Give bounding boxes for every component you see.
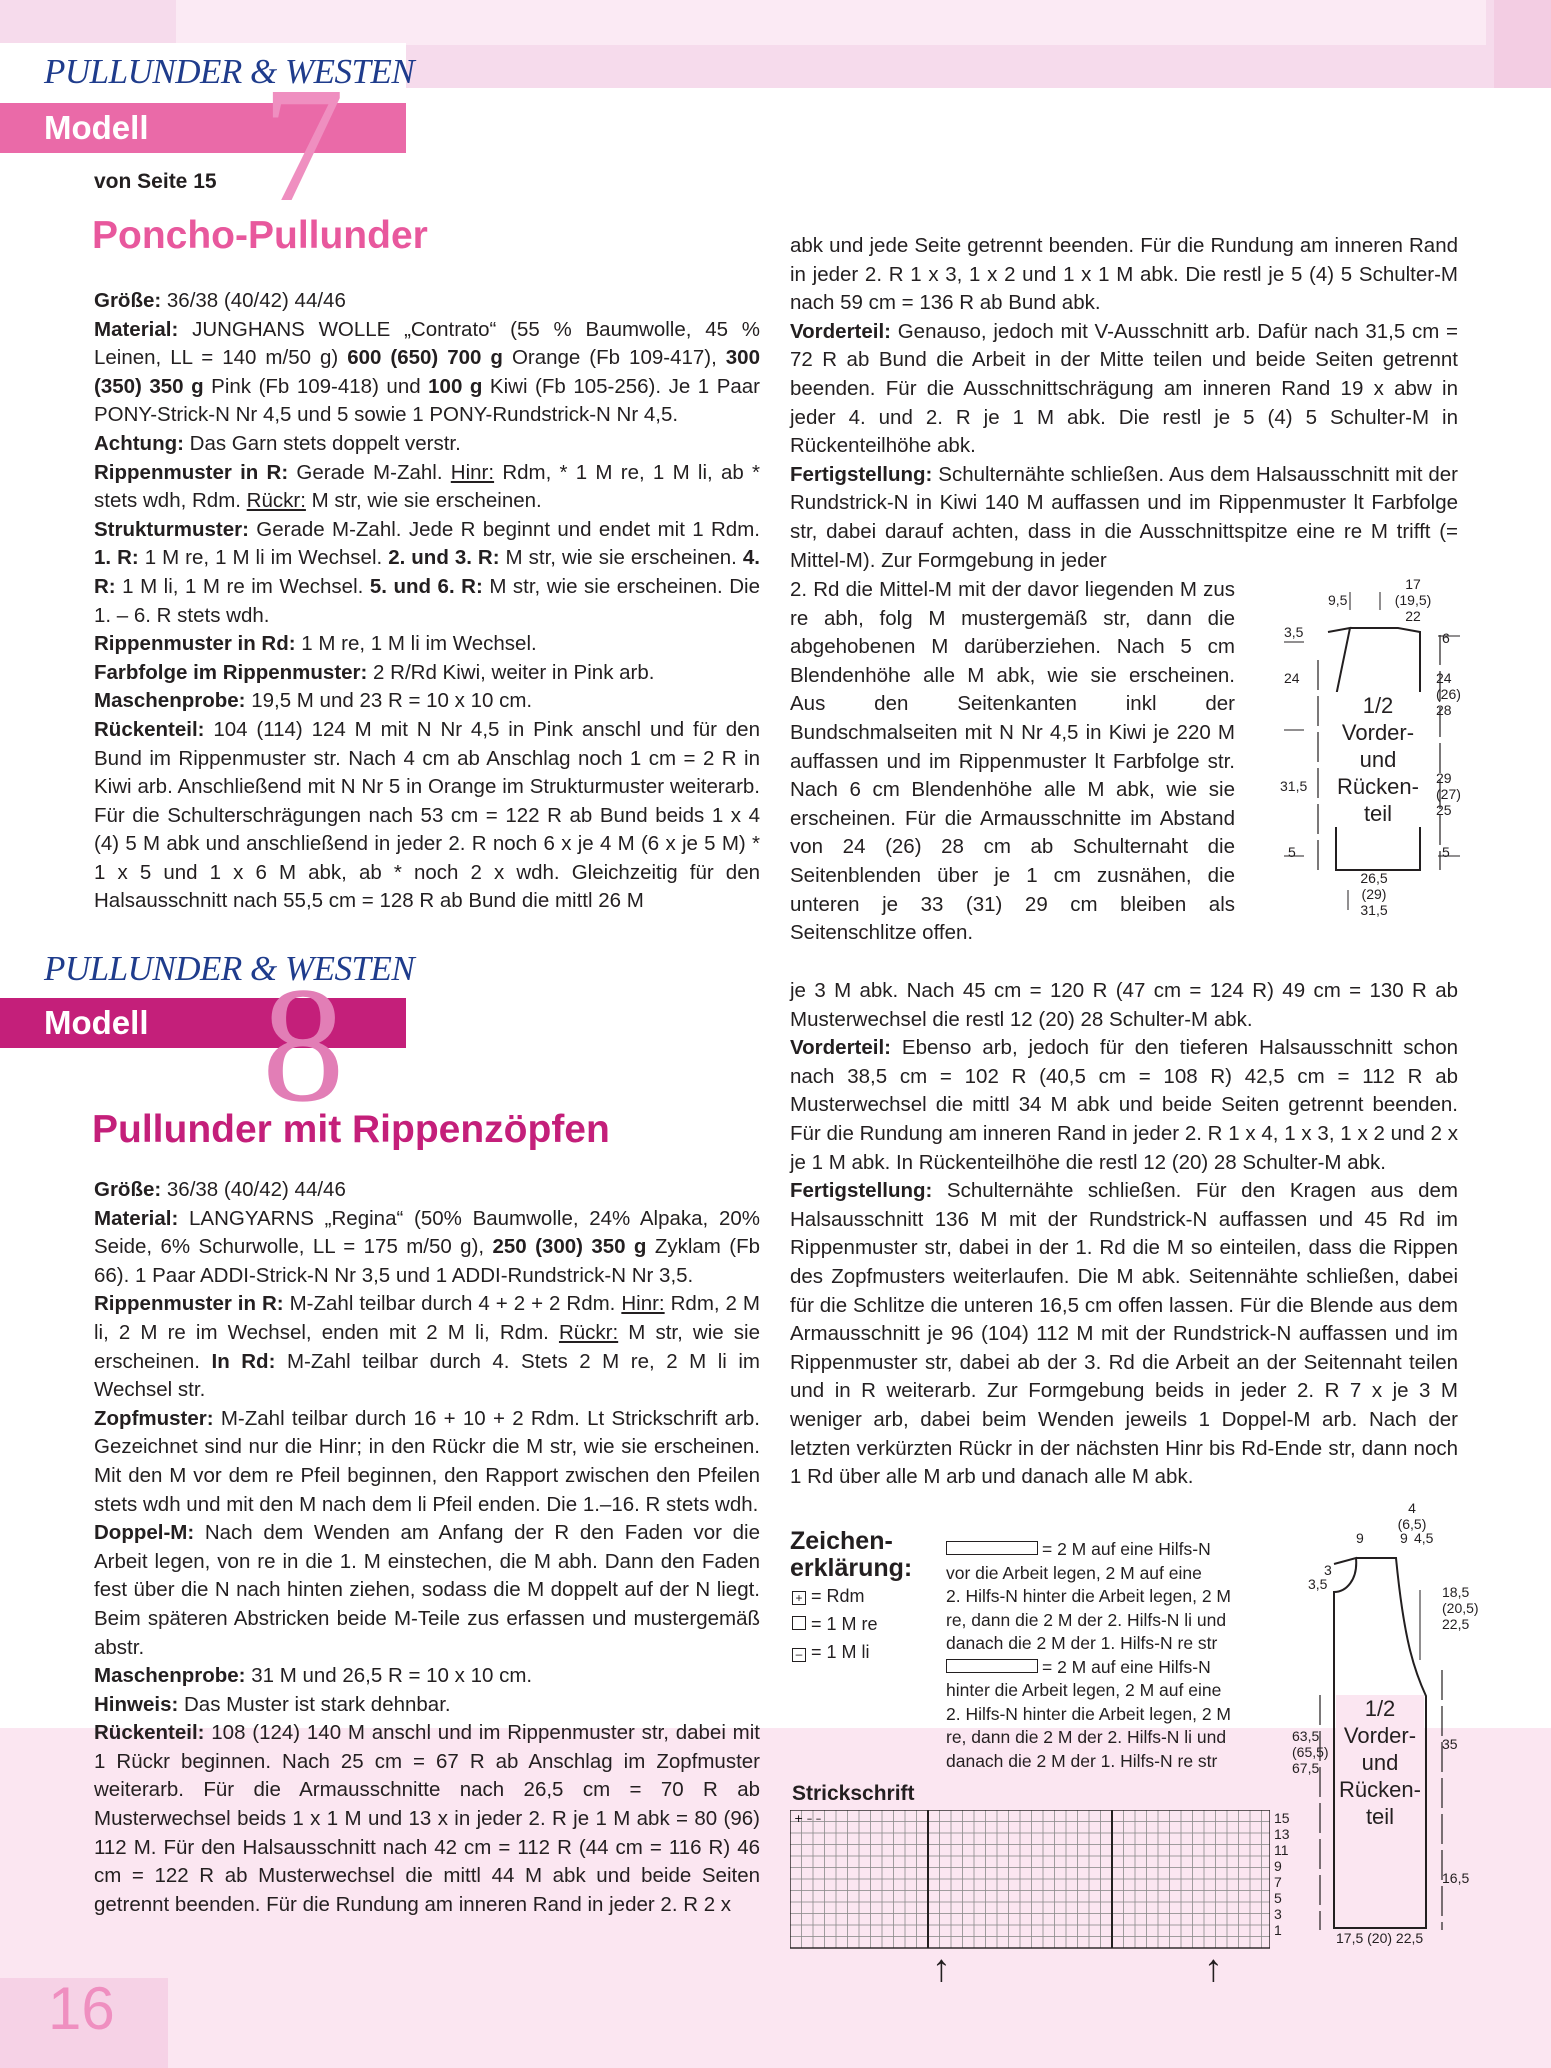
row-1: 1 xyxy=(1274,1922,1282,1938)
dim8-top-1: 4 xyxy=(1408,1500,1416,1516)
dim-left-4: 5 xyxy=(1288,844,1296,860)
dim8-left-3: 63,5 xyxy=(1292,1728,1320,1744)
dim-right-3 xyxy=(1436,770,1461,818)
label-line-4: Rücken- xyxy=(1337,774,1419,799)
section-title: PULLUNDER & WESTEN xyxy=(44,52,415,91)
legend-title xyxy=(790,1528,912,1582)
dim8-top-2: (6,5) xyxy=(1397,1516,1427,1532)
model-number-2: 8 xyxy=(262,953,345,1136)
dim-right-1: 6 xyxy=(1442,630,1450,646)
modell-bar-2 xyxy=(0,998,406,1048)
row-9: 9 xyxy=(1274,1858,1282,1874)
dim8-left-4: (65,5) xyxy=(1292,1744,1329,1760)
cable2-line-3: 2. Hilfs-N hinter die Arbeit legen, 2 M xyxy=(946,1703,1231,1724)
model7-right-column-top: abk und jede Seite getrennt beenden. Für die Rundung am inneren Rand in jeder 2. R 1 x 3, 1 x 2 und 1 x 1 M abk. Die restl je 5 (4) 5 Schulter-M nach 59 cm = 136 R ab Bund abk. Vorderteil: Genauso, jedoch mit V-Ausschnitt arb. Dafür nach 31,5 cm = 72 R ab Bund die Arbeit in der Mitte teilen und beide Seiten getrennt beenden. Für die Ausschnittschrägung am inneren Rand 19 x abw in jeder 4. und 2. R je 1 M abk. Die restl je 5 (4) 5 Schulter-M in Rückenteilhöhe abk. Fertigstellung: Schulternähte schließen. Aus dem Halsausschnitt mit der Rundstrick-N in Kiwi 140 M auffassen und im Rippenmuster lt Farbfolge str, dabei darauf achten, dass in die Ausschnittspitze eine re M trifft (= Mittel-M). Zur Formgebung in jeder xyxy=(790,234,1458,572)
dim8-left-group xyxy=(1292,1728,1329,1776)
legend-title-2: erklärung: xyxy=(790,1554,913,1582)
dim-bottom-2: (29) xyxy=(1361,886,1387,902)
model-number: 7 xyxy=(262,53,345,236)
purl-symbol-icon: – xyxy=(792,1648,806,1662)
dim-left-2: 24 xyxy=(1284,670,1300,686)
legend-re xyxy=(792,1612,878,1636)
cable1-line-2: vor die Arbeit legen, 2 M auf eine xyxy=(946,1562,1202,1583)
dim-right-2c: 28 xyxy=(1436,702,1452,718)
dim8-right-3: 22,5 xyxy=(1442,1616,1470,1632)
modell-bar xyxy=(0,103,406,153)
dim-bottom-1: 26,5 xyxy=(1360,870,1388,886)
model7-right-column-bottom: 2. Rd die Mittel-M mit der davor liegenden M zus re abh, folg M mustergemäß str, dann die abgehobenen M darüberziehen. Nach 5 cm Blendenhöhe alle M abk, wie sie erscheinen. Aus den Seitenkanten inkl der Bundschmalseiten mit N Nr 4,5 in Kiwi je 220 M auffassen und im Rippenmuster lt Farbfolge str. Nach 6 cm Blendenhöhe alle M abk, wie sie erscheinen. Für die Armausschnitte im Abstand von 24 (26) 28 cm ab Schulternaht die Seitenblenden über je 1 cm zusnähen, die unteren je 33 (31) 29 cm bleiben als Seitenschlitze offen. xyxy=(790,578,1235,945)
dim8-top-right: 4,5 xyxy=(1414,1530,1434,1546)
dim8-bottom: 17,5 (20) 22,5 xyxy=(1336,1930,1424,1946)
label8-line-3: und xyxy=(1361,1750,1399,1775)
row-11: 11 xyxy=(1274,1842,1289,1858)
row-5: 5 xyxy=(1274,1890,1282,1906)
schematic-label-2 xyxy=(1336,1695,1424,1830)
cable2-line-1: = 2 M auf eine Hilfs-N xyxy=(1042,1656,1211,1677)
dim-bottom xyxy=(1352,870,1396,918)
page-number: 16 xyxy=(48,1975,115,2042)
label-line-2: Vorder- xyxy=(1341,720,1415,745)
dim8-left-2: 3,5 xyxy=(1308,1576,1328,1592)
label8-line-4: Rücken- xyxy=(1339,1777,1421,1802)
dim-top-2: (19,5) xyxy=(1394,592,1432,608)
legend-cable-1 xyxy=(946,1538,1286,1773)
repeat-arrow-right-icon: ↑ xyxy=(1204,1948,1223,1990)
cable1-line-5: danach die 2 M der 1. Hilfs-N re str xyxy=(946,1633,1218,1653)
chart-row-labels xyxy=(1274,1810,1290,1938)
dim8-right-2: (20,5) xyxy=(1442,1600,1479,1616)
page-number-block xyxy=(0,1975,168,2068)
cable-front-icon xyxy=(946,1541,1038,1555)
dim-right-2 xyxy=(1436,670,1461,718)
label-line-3: und xyxy=(1359,747,1397,772)
label-line-1: 1/2 xyxy=(1362,693,1394,718)
dim-right-4: 5 xyxy=(1442,844,1450,860)
dim8-right-1: 18,5 xyxy=(1442,1584,1470,1600)
label8-line-1: 1/2 xyxy=(1364,1696,1396,1721)
knit-symbol-icon xyxy=(792,1616,806,1630)
cable2-line-5: danach die 2 M der 1. Hilfs-N re str xyxy=(946,1750,1218,1771)
cable1-line-3: 2. Hilfs-N hinter die Arbeit legen, 2 M xyxy=(946,1586,1231,1606)
row-7: 7 xyxy=(1274,1874,1282,1890)
chart-rdm-mark: + – – xyxy=(794,1812,822,1825)
dim-right-3a: 29 xyxy=(1436,770,1452,786)
dim-left-1: 3,5 xyxy=(1284,624,1304,640)
repeat-arrow-left-icon: ↑ xyxy=(932,1948,951,1990)
dim8-right-4: 35 xyxy=(1442,1736,1458,1752)
cable-back-icon xyxy=(946,1659,1038,1673)
cable2-line-2: hinter die Arbeit legen, 2 M auf eine xyxy=(946,1680,1222,1700)
rdm-symbol-icon: + xyxy=(792,1591,806,1605)
dim-right-3c: 25 xyxy=(1436,802,1452,818)
dim-right-2b: (26) xyxy=(1436,686,1461,702)
row-15: 15 xyxy=(1274,1810,1290,1826)
dim8-right-5: 16,5 xyxy=(1442,1870,1470,1886)
legend-rdm xyxy=(792,1584,865,1608)
row-13: 13 xyxy=(1274,1826,1290,1842)
legend-re-text: = 1 M re xyxy=(811,1614,878,1634)
cable2-line-4: re, dann die 2 M der 2. Hilfs-N li und xyxy=(946,1727,1227,1747)
model7-left-column: Größe: 36/38 (40/42) 44/46 Material: JUNGHANS WOLLE „Contrato“ (55 % Baumwolle, 45 % Leinen, LL = 140 m/50 g) 600 (650) 700 g Orange (Fb 109-417), 300 (350) 350 g Pink (Fb 109-418) und 100 g Kiwi (Fb 105-256). Je 1 Paar PONY-Strick-N Nr 4,5 und 5 sowie 1 PONY-Rundstrick-N Nr 4,5. Achtung: Das Garn stets doppelt verstr. Rippenmuster in R: Gerade M-Zahl. Hinr: Rdm, * 1 M re, 1 M li, ab * stets wdh, Rdm. Rückr: M str, wie sie erscheinen. Strukturmuster: Gerade M-Zahl. Jede R beginnt und endet mit 1 Rdm. 1. R: 1 M re, 1 M li im Wechsel. 2. und 3. R: M str, wie sie erscheinen. 4. R: 1 M li, 1 M re im Wechsel. 5. und 6. R: M str, wie sie erscheinen. Die 1. – 6. R stets wdh. Rippenmuster in Rd: 1 M re, 1 M li im Wechsel. Farbfolge im Rippenmuster: 2 R/Rd Kiwi, weiter in Pink arb. Maschenprobe: 19,5 M und 23 R = 10 x 10 cm. Rückenteil: 104 (114) 124 M mit N Nr 4,5 in Pink anschl und für den Bund im Rippenmuster str. Nach 4 cm ab Anschlag noch 1 cm = 2 R in Kiwi arb. Anschließend mit N Nr 5 in Orange im Strukturmuster weiterarb. Für die Schulterschrägungen nach 53 cm = 122 R ab Bund beids 1 x 4 (4) 5 M abk und anschließend in jeder 2. R noch 6 x je 4 M (6 x je 5 M) * 1 x 5 und 1 x 6 M abk, ab * noch 2 x wdh. Gleichzeitig für den Halsausschnitt nach 55,5 cm = 128 R ab Bund die mittl 26 M xyxy=(94,289,761,913)
page-title: Poncho-Pullunder xyxy=(92,214,428,257)
schematic-label xyxy=(1334,692,1422,827)
modell-label-2: Modell xyxy=(44,1004,149,1041)
cable1-line-4: re, dann die 2 M der 2. Hilfs-N li und xyxy=(946,1609,1227,1630)
modell-label: Modell xyxy=(44,109,149,146)
dim-top-left: 9,5 xyxy=(1328,592,1348,608)
chart-grid xyxy=(790,1810,1270,1950)
legend-li xyxy=(792,1640,870,1664)
legend-title-1: Zeichen- xyxy=(790,1527,893,1555)
dim8-top-mid: 9 xyxy=(1400,1530,1408,1546)
dim8-right-group xyxy=(1442,1584,1479,1632)
knitting-chart xyxy=(790,1810,1290,1950)
header-strip xyxy=(176,0,1486,45)
corner-block xyxy=(1494,0,1551,88)
dim8-top-left: 9 xyxy=(1356,1530,1364,1546)
model7-schematic xyxy=(1270,570,1470,918)
cable1-line-1: = 2 M auf eine Hilfs-N xyxy=(1042,1539,1211,1559)
dim-top-group xyxy=(1392,1500,1432,1532)
dim-right-2a: 24 xyxy=(1436,670,1452,686)
dim-right-3b: (27) xyxy=(1436,786,1461,802)
label8-line-2: Vorder- xyxy=(1343,1723,1417,1748)
page-title-2: Pullunder mit Rippenzöpfen xyxy=(92,1108,610,1151)
dim8-left-5: 67,5 xyxy=(1292,1760,1320,1776)
label8-line-5: teil xyxy=(1365,1804,1395,1829)
dim-top-3: 22 xyxy=(1405,608,1421,624)
label-line-5: teil xyxy=(1363,801,1393,826)
dim-bottom-3: 31,5 xyxy=(1360,902,1388,918)
legend-rdm-text: = Rdm xyxy=(811,1586,865,1606)
dim8-left-1: 3 xyxy=(1324,1562,1332,1578)
model8-schematic xyxy=(1292,1500,1510,1950)
section-title-2: PULLUNDER & WESTEN xyxy=(44,949,415,988)
chart-title: Strickschrift xyxy=(792,1782,915,1805)
from-page-ref: von Seite 15 xyxy=(94,170,217,193)
model8-left-column: Größe: 36/38 (40/42) 44/46 Material: LANGYARNS „Regina“ (50% Baumwolle, 24% Alpaka, 20% Seide, 6% Schurwolle, LL = 175 m/50 g), 250 (300) 350 g Zyklam (Fb 66). 1 Paar ADDI-Strick-N Nr 3,5 und 1 ADDI-Rundstrick-N Nr 3,5. Rippenmuster in R: M-Zahl teilbar durch 4 + 2 + 2 Rdm. Hinr: Rdm, 2 M li, 2 M re im Wechsel, enden mit 2 M li, Rdm. Rückr: M str, wie sie erscheinen. In Rd: M-Zahl teilbar durch 4. Stets 2 M re, 2 M li im Wechsel str. Zopfmuster: M-Zahl teilbar durch 16 + 10 + 2 Rdm. Lt Strickschrift arb. Gezeichnet sind nur die Hinr; in den Rückr die M str, wie sie erscheinen. Mit den M vor dem re Pfeil beginnen, den Rapport zwischen den Pfeilen stets wdh und mit den M nach dem li Pfeil enden. Die 1.–16. R stets wdh. Doppel-M: Nach dem Wenden am Anfang der R den Faden vor die Arbeit legen, von re in die 1. M einstechen, die M abh. Dann den Faden fest über die N nach hinten ziehen, sodass die M doppelt auf der N liegt. Beim späteren Abstricken beide M-Teile zus erfassen und mustergemäß abstr. Maschenprobe: 31 M und 26,5 R = 10 x 10 cm. Hinweis: Das Muster ist stark dehnbar. Rückenteil: 108 (124) 140 M anschl und im Rippenmuster str, dabei mit 1 Rückr beginnen. Nach 25 cm = 67 R ab Anschlag im Zopfmuster weiterarb. Für die Armausschnitte nach 26,5 cm = 70 R ab Musterwechsel beids 1 x 1 M und 13 x in jeder 2. R je 1 M abk = 80 (96) 112 M. Für den Halsausschnitt nach 42 cm = 112 R (44 cm = 116 R) 46 cm = 122 R ab Musterwechsel die mittl 44 M abk und beide Seiten getrennt beenden. Für die Rundung am inneren Rand in jeder 2. R 2 x xyxy=(94,1178,761,1916)
model8-right-column: je 3 M abk. Nach 45 cm = 120 R (47 cm = 124 R) 49 cm = 130 R ab Musterwechsel die restl 12 (20) 28 Schulter-M abk. Vorderteil: Ebenso arb, jedoch für den tieferen Halsausschnitt schon nach 38,5 cm = 102 R (40,5 cm = 108 R) 42,5 cm = 112 R ab Musterwechsel die mittl 34 M abk und beide Seiten getrennt beenden. Für die Rundung am inneren Rand in jeder 2. R 1 x 4, 1 x 3, 1 x 2 und 2 x je 1 M abk. In Rückenteilhöhe die restl 12 (20) 28 Schulter-M abk. Fertigstellung: Schulternähte schließen. Für den Kragen aus dem Halsausschnitt 136 M mit der Rundstrick-N auffassen und 45 Rd im Rippenmuster str, dabei in der 1. Rd die M so einteilen, dass die Rippen des Zopfmusters weiterlaufen. Die M abk. Seitennähte schließen, dabei für die Schlitze die unteren 16,5 cm offen lassen. Für die Blende aus dem Armausschnitt je 96 (104) 112 M mit der Rundstrick-N auffassen und im Rippenmuster str, dabei ab der 3. Rd die Arbeit an der Seitennaht teilen und in R weiterarb. Zur Formgebung beids in jeder 2. R 7 x je 3 M weniger arb, dabei beim Wenden jeweils 1 Doppel-M arb. Nach der letzten verkürzten Rückr in der nächsten Hinr bis Rd-Ende str, dann noch 1 Rd über alle M arb und danach alle M abk. xyxy=(790,979,1458,1489)
dim-left-3: 31,5 xyxy=(1280,778,1308,794)
row-3: 3 xyxy=(1274,1906,1282,1922)
dim-top-right xyxy=(1388,576,1438,624)
dim-top-1: 17 xyxy=(1405,576,1421,592)
legend-li-text: = 1 M li xyxy=(811,1642,870,1662)
